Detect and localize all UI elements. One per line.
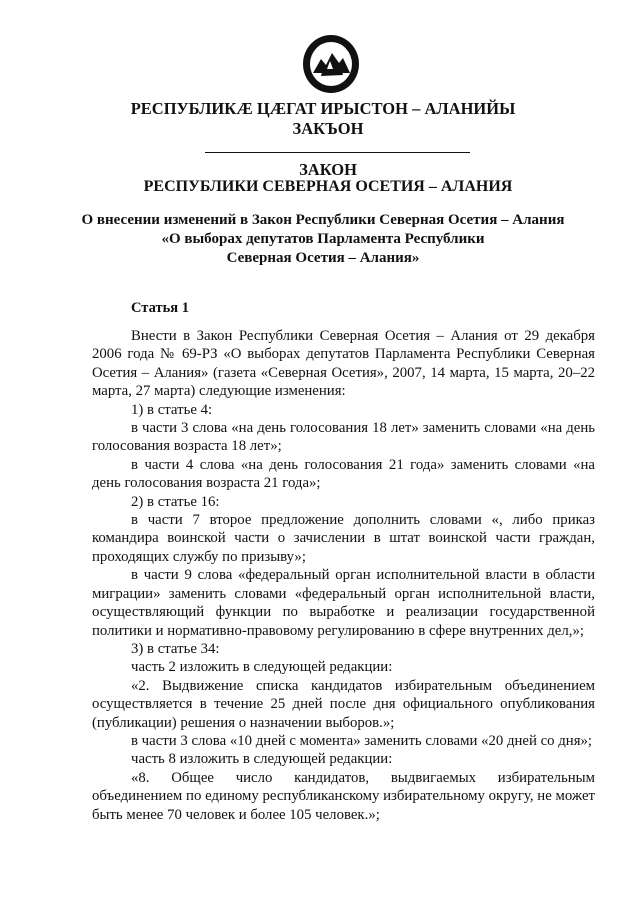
paragraph: часть 8 изложить в следующей редакции: — [131, 751, 393, 768]
law-subject-line: О внесении изменений в Закон Республики Северная Осетия – Алания — [81, 212, 565, 228]
paragraph: 2) в статье 16: — [131, 493, 220, 510]
law-title: ЗАКОН — [299, 160, 357, 179]
paragraph: в части 3 слова «на день голосования 18 лет» заменить словами «на день голосования возраста 18 лет»; — [92, 420, 595, 455]
republic-title: РЕСПУБЛИКИ СЕВЕРНАЯ ОСЕТИЯ – АЛАНИЯ — [143, 178, 513, 195]
divider-line — [205, 152, 470, 153]
header-ossetian-law: ЗАКЪОН — [292, 119, 364, 138]
paragraph: 3) в статье 34: — [131, 640, 220, 657]
paragraph: в части 3 слова «10 дней с момента» заменить словами «20 дней со дня»; — [131, 732, 593, 749]
paragraph: в части 7 второе предложение дополнить словами «, либо приказ командира воинской части о зачислении в штат воинской части граждан, проходящих службу по призыву»; — [92, 512, 595, 565]
paragraph: часть 2 изложить в следующей редакции: — [131, 659, 393, 676]
header-ossetian-republic: РЕСПУБЛИКӔ ЦӔГАТ ИРЫСТОН – АЛАНИЙЫ — [130, 99, 516, 118]
paragraph: 1) в статье 4: — [131, 401, 213, 418]
article-heading: Статья 1 — [131, 300, 189, 316]
law-subject-line: «О выборах депутатов Парламента Республики — [161, 231, 485, 247]
paragraph: «2. Выдвижение списка кандидатов избирательным объединением осуществляется в течение 25 дней после дня официального опубликования (публикации) решения о назначении выборов.»; — [92, 677, 595, 731]
coat-of-arms-icon — [299, 31, 363, 95]
paragraph: «8. Общее число кандидатов, выдвигаемых избирательным объединением по единому республиканскому избирательному округу, не может быть менее 70 человек и более 105 человек.»; — [92, 769, 595, 823]
law-subject-line: Северная Осетия – Алания» — [226, 250, 420, 266]
article-body — [92, 327, 595, 824]
paragraph: в части 9 слова «федеральный орган исполнительной власти в области миграции» заменить словами «федеральный орган исполнительной власти, осуществляющий функции по выработке и реализации государственной политики и нормативно-правовому регулированию в сфере внутренних дел,»; — [92, 567, 595, 639]
paragraph: в части 4 слова «на день голосования 21 года» заменить словами «на день голосования возраста 21 года»; — [92, 456, 595, 492]
paragraph: Внести в Закон Республики Северная Осетия – Алания от 29 декабря 2006 года № 69-РЗ «О выборах депутатов Парламента Республики Северная Осетия – Алания» (газета «Северная Осетия», 2007, 14 марта, 15 марта, 20–22 марта, 27 марта) следующие изменения: — [92, 328, 595, 400]
